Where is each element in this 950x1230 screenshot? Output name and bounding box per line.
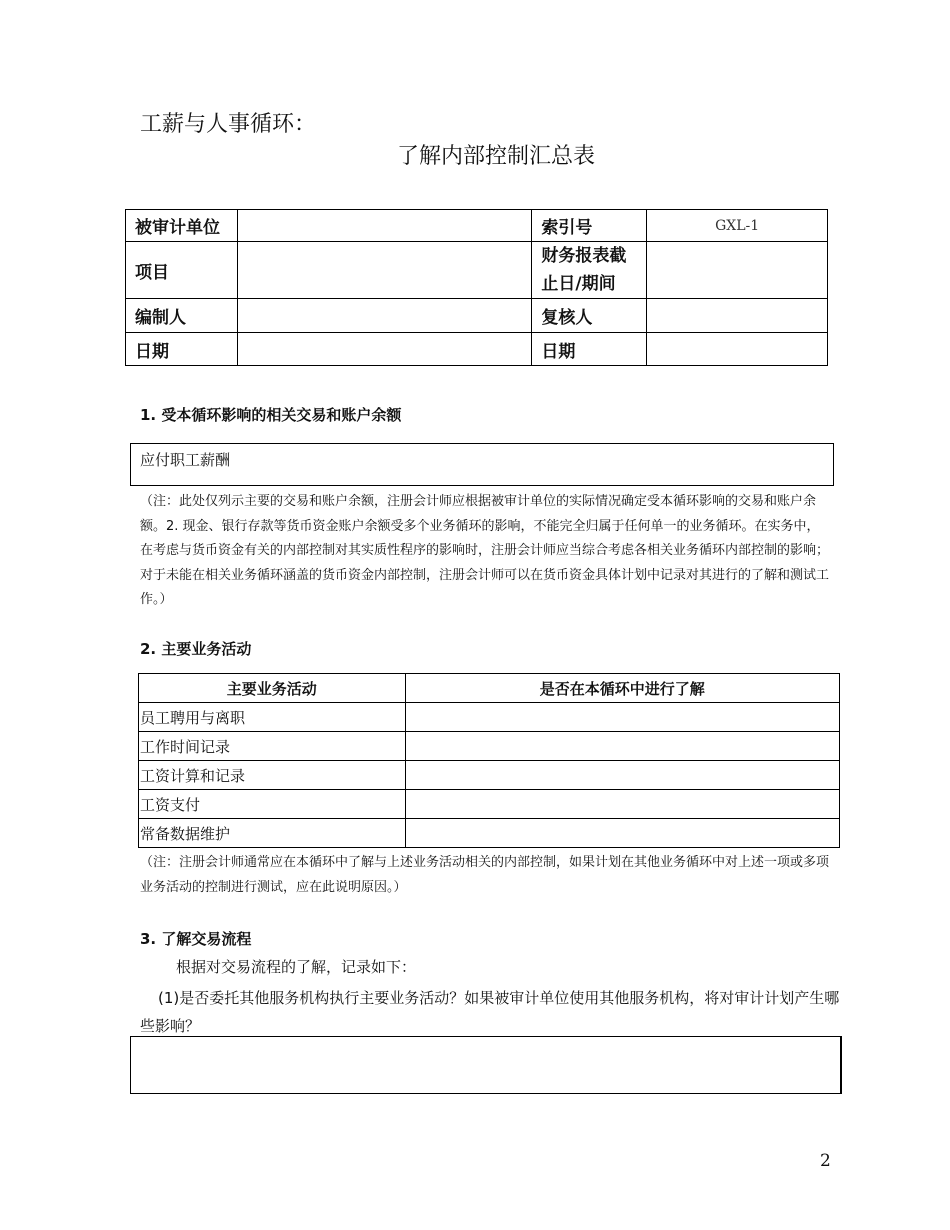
form-title: 了解内部控制汇总表 (397, 144, 596, 169)
index-label: 索引号 (532, 210, 647, 242)
understood-cell[interactable] (405, 761, 839, 790)
account-box[interactable] (130, 443, 834, 486)
section2-note: （注：注册会计师通常应在本循环中了解与上述业务活动相关的内部控制，如果计划在其他业务循环中对上述一项或多项业务活动的控制进行测试，应在此说明原因。） (140, 855, 830, 895)
section1-note: （注：此处仅列示主要的交易和账户余额，注册会计师应根据被审计单位的实际情况确定受本循环影响的交易和账户余额。2. 现金、银行存款等货币资金账户余额受多个业务循环的影响，不能完全归属于任何单一的业务循环。在实务中，在考虑与货币资金有关的内部控制对其实质性程序的影响时，注册会计师应当综合考虑各相关业务循环内部控制的影响；对于未能在相关业务循环涵盖的货币资金内部控制，注册会计师可以在货币资金具体计划中记录对其进行的了解和测试工作。） (140, 494, 830, 607)
preparer-label: 编制人 (126, 299, 238, 333)
question-1-answer-box[interactable] (130, 1036, 842, 1094)
preparer-field[interactable] (237, 299, 532, 333)
answer-box-right-rule (840, 1036, 841, 1094)
understood-column-header: 是否在本循环中进行了解 (405, 674, 839, 703)
date-field[interactable] (237, 333, 532, 366)
item-label: 项目 (126, 242, 238, 299)
header-info-table (125, 209, 828, 366)
review-date-label: 日期 (532, 333, 647, 366)
period-field[interactable] (647, 242, 828, 299)
understood-cell[interactable] (405, 732, 839, 761)
review-date-field[interactable] (647, 333, 828, 366)
table-row (139, 790, 840, 819)
cycle-title: 工薪与人事循环： (140, 112, 317, 137)
table-row (139, 819, 840, 848)
activity-cell: 工资计算和记录 (139, 761, 406, 790)
section3-intro: 根据对交易流程的了解，记录如下： (176, 958, 417, 976)
period-label (532, 242, 647, 299)
table-row (139, 732, 840, 761)
understood-cell[interactable] (405, 819, 839, 848)
index-value[interactable]: GXL-1 (647, 210, 828, 242)
page-number: 2 (820, 1151, 831, 1171)
section3-heading: 3. 了解交易流程 (140, 930, 252, 948)
reviewer-field[interactable] (647, 299, 828, 333)
account-name: 应付职工薪酬 (140, 451, 231, 469)
understood-cell[interactable] (405, 790, 839, 819)
activity-cell: 常备数据维护 (139, 819, 406, 848)
activity-column-header: 主要业务活动 (139, 674, 406, 703)
table-row (139, 703, 840, 732)
period-label-line2: 止日/期间 (541, 274, 616, 294)
item-field[interactable] (237, 242, 532, 299)
activity-cell: 工作时间记录 (139, 732, 406, 761)
activity-cell: 工资支付 (139, 790, 406, 819)
activity-cell: 员工聘用与离职 (139, 703, 406, 732)
reviewer-label: 复核人 (532, 299, 647, 333)
question-1: (1)是否委托其他服务机构执行主要业务活动？如果被审计单位使用其他服务机构，将对审计计划产生哪些影响？ (140, 989, 840, 1035)
section1-heading: 1. 受本循环影响的相关交易和账户余额 (140, 406, 402, 424)
table-row (139, 761, 840, 790)
audited-unit-field[interactable] (237, 210, 532, 242)
activities-table (138, 673, 840, 848)
section2-heading: 2. 主要业务活动 (140, 640, 252, 658)
audited-unit-label: 被审计单位 (126, 210, 238, 242)
date-label: 日期 (126, 333, 238, 366)
understood-cell[interactable] (405, 703, 839, 732)
period-label-line1: 财务报表截 (541, 246, 627, 266)
